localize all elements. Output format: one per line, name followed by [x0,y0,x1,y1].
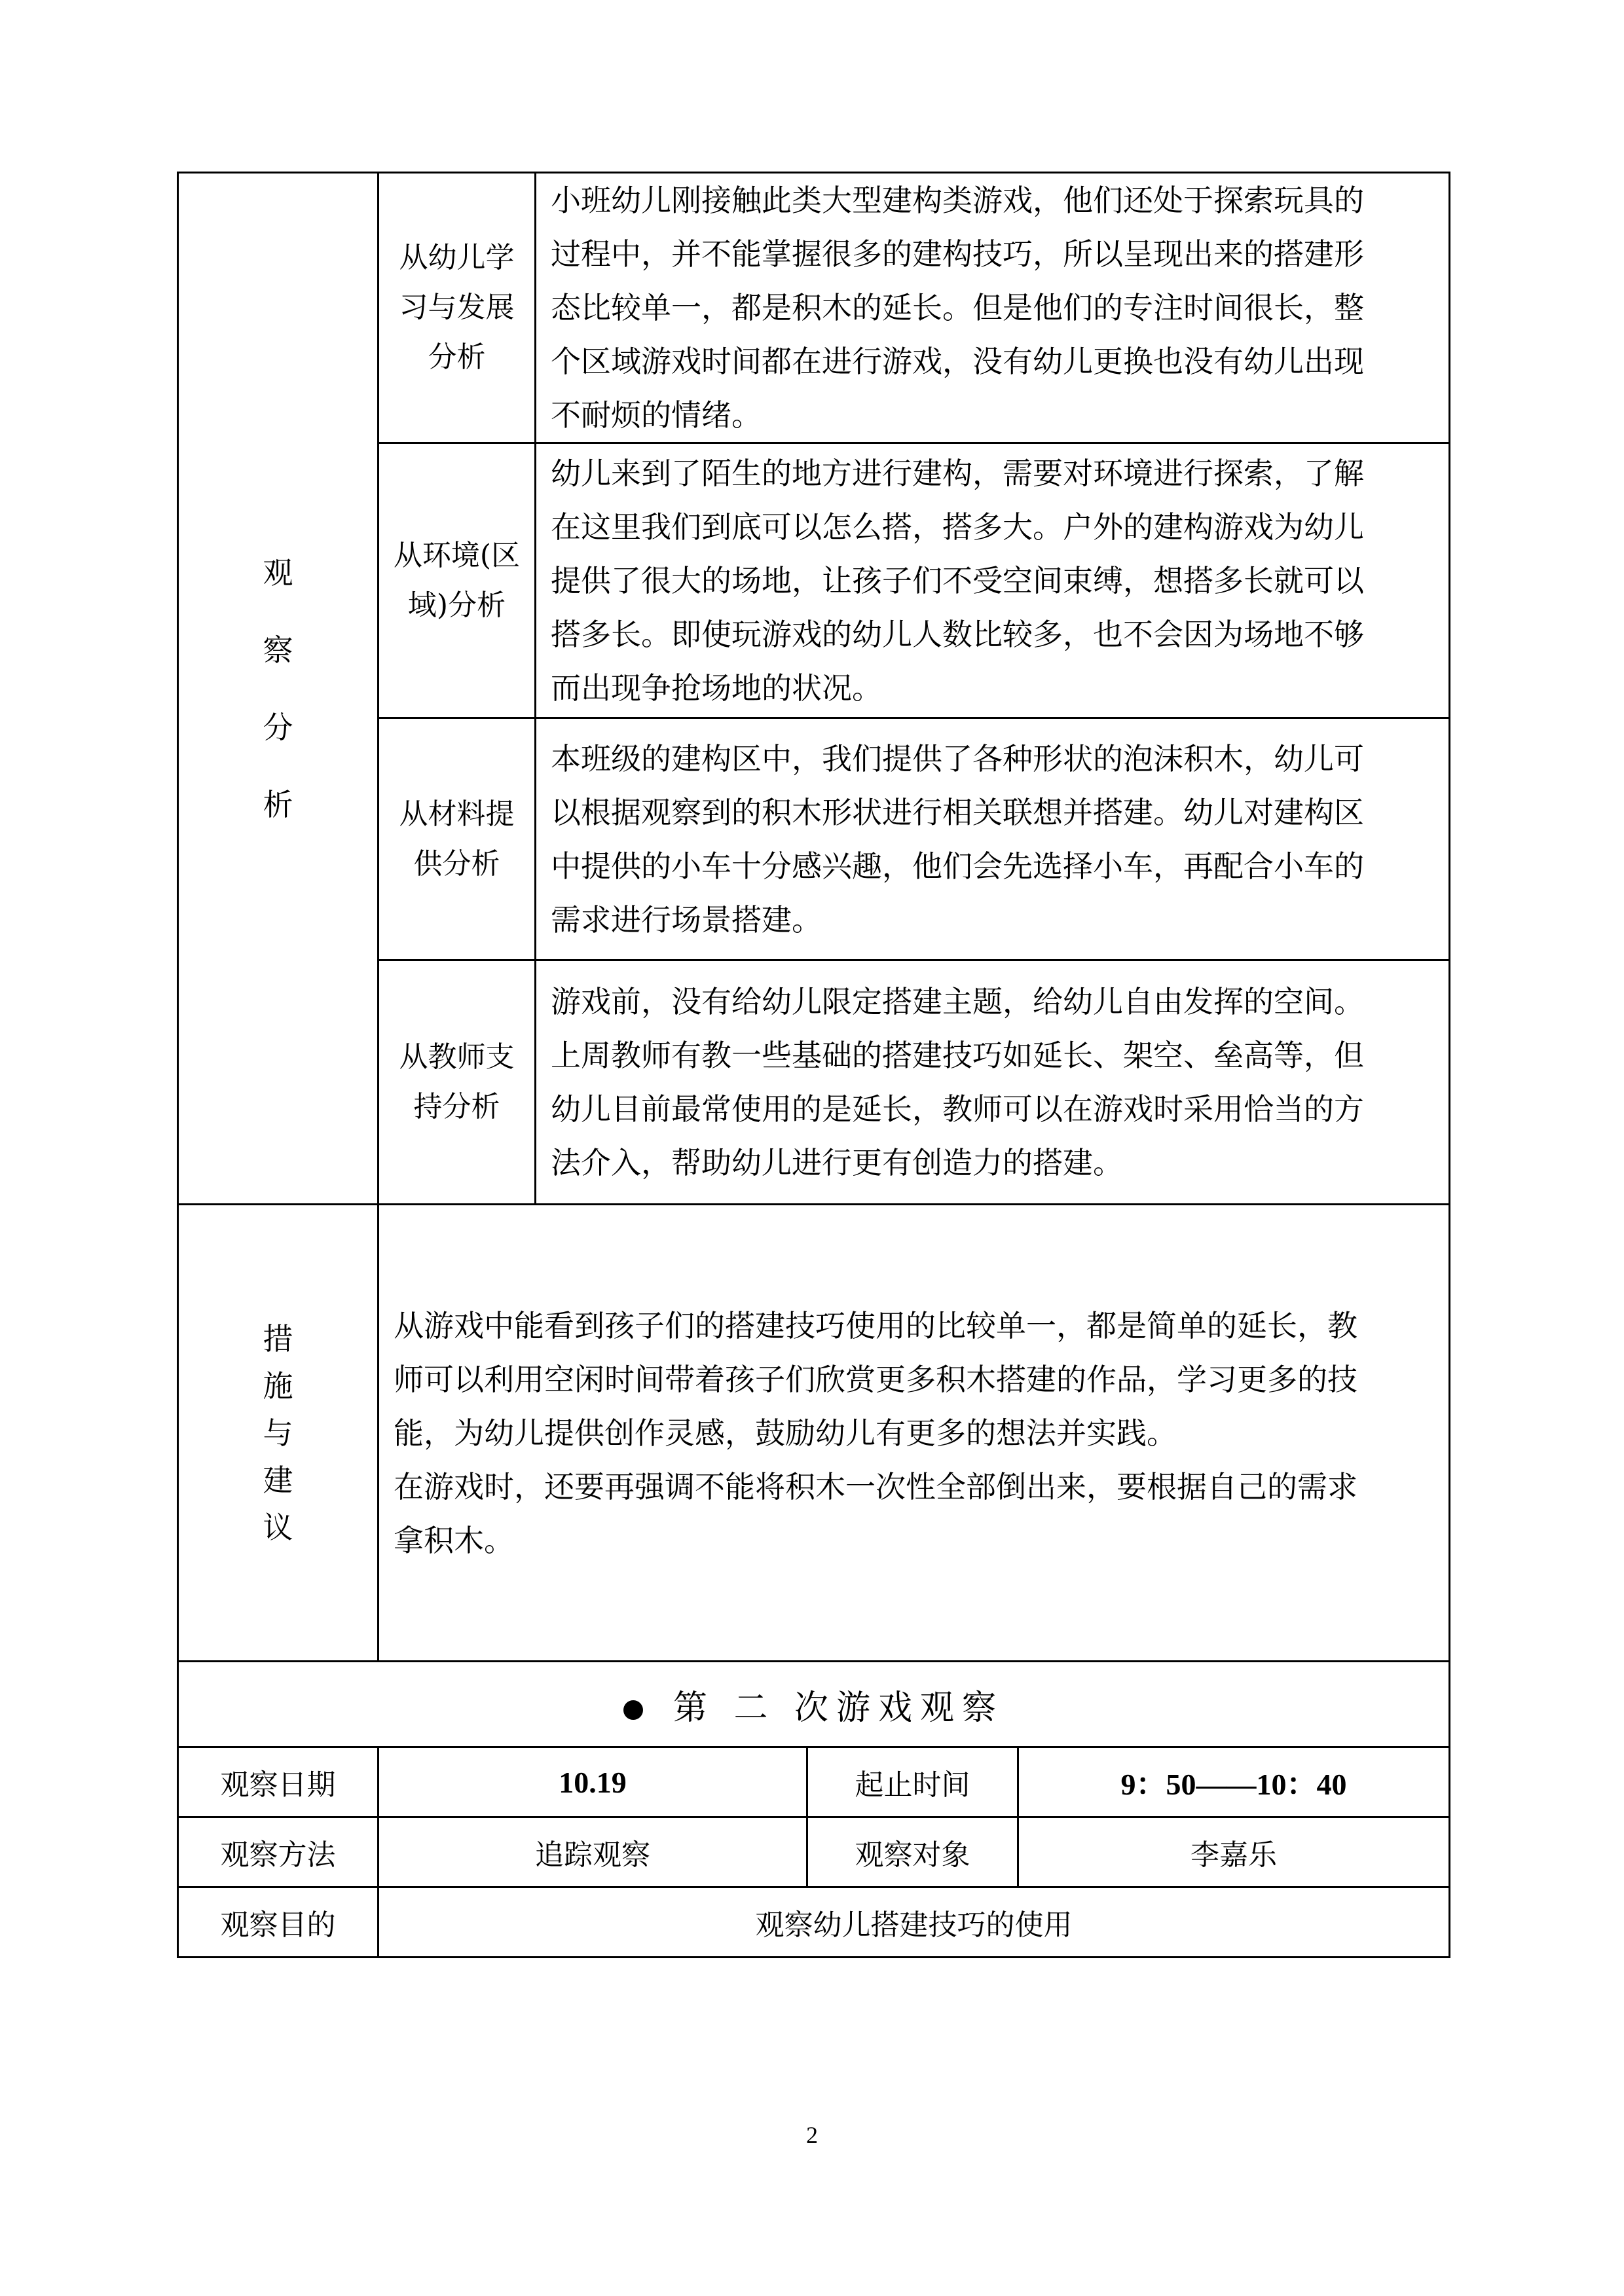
page-number: 2 [806,2122,818,2148]
materials-label: 从材料提供分析 [378,718,536,960]
materials-text [536,718,1450,960]
second-observation-header-row [178,1662,1450,1747]
text-line: 从游戏中能看到孩子们的搭建技巧使用的比较单一，都是简单的延长，教 [394,1307,1357,1343]
environment-label: 从环境(区域)分析 [378,443,536,718]
text-line: 本班级的建构区中，我们提供了各种形状的泡沫积木，幼儿可 [551,740,1364,776]
section-title-text: 第 二 次游戏观察 [673,1688,1005,1728]
observation-analysis-label [178,173,378,1205]
text-line: 中提供的小车十分感兴趣，他们会先选择小车，再配合小车的 [551,848,1364,884]
label-char: 建 [263,1462,293,1498]
purpose-value: 观察幼儿搭建技巧的使用 [378,1887,1450,1958]
date-label: 观察日期 [178,1747,378,1817]
learning-development-text [536,173,1450,443]
text-line: 小班幼儿刚接触此类大型建构类游戏，他们还处于探索玩具的 [551,183,1364,218]
measures-row [178,1205,1450,1662]
text-line: 搭多长。即使玩游戏的幼儿人数比较多，也不会因为场地不够 [551,616,1364,652]
bullet-icon [623,1700,643,1720]
text-line: 而出现争抢场地的状况。 [551,670,882,706]
text-line: 在这里我们到底可以怎么搭，搭多大。户外的建构游戏为幼儿 [551,509,1364,545]
text-line: 法介入，帮助幼儿进行更有创造力的搭建。 [551,1145,1123,1180]
text-line: 拿积木。 [394,1522,514,1558]
label-char: 与 [263,1415,293,1451]
text-line: 幼儿目前最常使用的是延长，教师可以在游戏时采用恰当的方 [551,1091,1364,1127]
time-value: 9：50——10：40 [1018,1747,1450,1817]
label-char: 措 [263,1321,293,1357]
label-char: 观 [263,555,293,591]
text-line: 师可以利用空闲时间带着孩子们欣赏更多积木搭建的作品，学习更多的技 [394,1361,1357,1397]
label-char: 察 [263,632,293,668]
time-label: 起止时间 [807,1747,1018,1817]
method-target-row [178,1817,1450,1887]
text-line: 幼儿来到了陌生的地方进行建构，需要对环境进行探索，了解 [551,455,1364,491]
date-time-row [178,1747,1450,1817]
analysis-row-learning [178,173,1450,443]
text-line: 游戏前，没有给幼儿限定搭建主题，给幼儿自由发挥的空间。 [551,984,1364,1019]
text-line: 需求进行场景搭建。 [551,902,822,938]
learning-development-label: 从幼儿学习与发展分析 [378,173,536,443]
measures-label [178,1205,378,1662]
date-value: 10.19 [378,1747,807,1817]
text-line: 个区域游戏时间都在进行游戏，没有幼儿更换也没有幼儿出现 [551,344,1364,379]
second-observation-title [178,1662,1450,1747]
measures-text [378,1205,1450,1662]
label-char: 析 [263,786,293,822]
method-value: 追踪观察 [378,1817,807,1887]
teacher-support-text [536,960,1450,1205]
text-line: 能，为幼儿提供创作灵感，鼓励幼儿有更多的想法并实践。 [394,1415,1177,1451]
environment-text [536,443,1450,718]
text-line: 过程中，并不能掌握很多的建构技巧，所以呈现出来的搭建形 [551,236,1364,272]
teacher-support-label: 从教师支持分析 [378,960,536,1205]
text-line: 态比较单一，都是积木的延长。但是他们的专注时间很长，整 [551,290,1364,325]
target-value: 李嘉乐 [1018,1817,1450,1887]
label-char: 分 [263,709,293,745]
text-line: 上周教师有教一些基础的搭建技巧如延长、架空、垒高等，但 [551,1038,1364,1073]
observation-record-table [177,172,1450,1958]
target-label: 观察对象 [807,1817,1018,1887]
method-label: 观察方法 [178,1817,378,1887]
text-line: 以根据观察到的积木形状进行相关联想并搭建。幼儿对建构区 [551,794,1364,830]
text-line: 不耐烦的情绪。 [551,397,762,433]
text-line: 在游戏时，还要再强调不能将积木一次性全部倒出来，要根据自己的需求 [394,1468,1357,1504]
purpose-row [178,1887,1450,1958]
label-char: 议 [263,1509,293,1545]
text-line: 提供了很大的场地，让孩子们不受空间束缚，想搭多长就可以 [551,562,1364,598]
label-char: 施 [263,1368,293,1404]
purpose-label: 观察目的 [178,1887,378,1958]
